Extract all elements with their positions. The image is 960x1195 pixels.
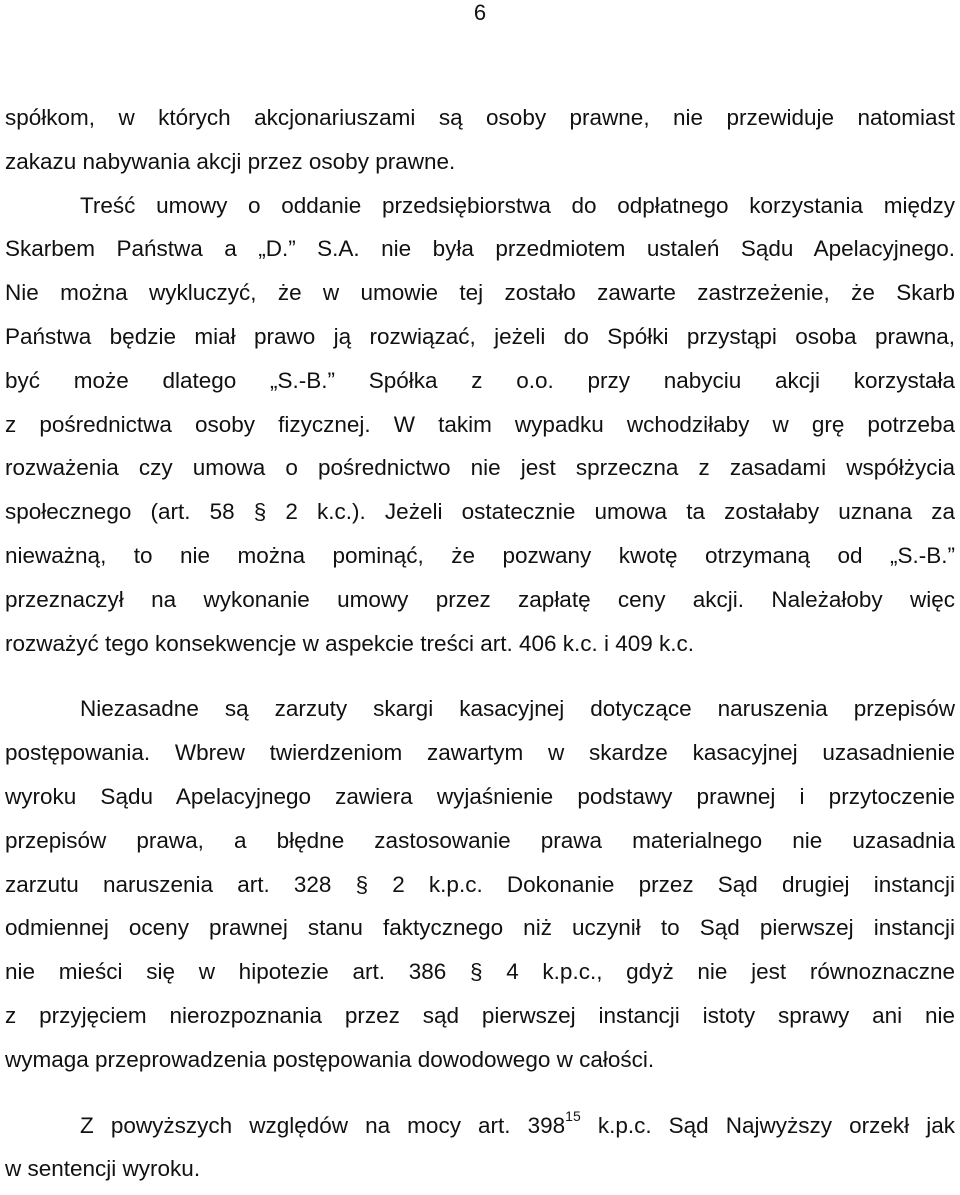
paragraph-gap <box>5 1082 955 1104</box>
text-line: z przyjęciem nierozpoznania przez sąd pierwszej instancji istoty sprawy ani nie <box>5 1002 955 1028</box>
text-line: zarzutu naruszenia art. 328 § 2 k.p.c. Dokonanie przez Sąd drugiej instancji <box>5 871 955 897</box>
text-line: rozważenia czy umowa o pośrednictwo nie jest sprzeczna z zasadami współżycia <box>5 455 955 481</box>
text-line: Niezasadne są zarzuty skargi kasacyjnej dotyczące naruszenia przepisów <box>80 696 955 722</box>
text-line: Skarbem Państwa a „D.” S.A. nie była przedmiotem ustaleń Sądu Apelacyjnego. <box>5 236 955 262</box>
paragraph-1 <box>5 96 955 184</box>
text-line: społecznego (art. 58 § 2 k.c.). Jeżeli ostatecznie umowa ta zostałaby uznana za <box>5 499 955 525</box>
text-line: rozważyć tego konsekwencje w aspekcie treści art. 406 k.c. i 409 k.c. <box>5 630 695 656</box>
text-line: nie mieści się w hipotezie art. 386 § 4 k.p.c., gdyż nie jest równoznaczne <box>5 959 955 985</box>
text-line: przeznaczył na wykonanie umowy przez zapłatę ceny akcji. Należałoby więc <box>5 586 955 612</box>
text-line: spółkom, w których akcjonariuszami są osoby prawne, nie przewiduje natomiast <box>5 105 955 130</box>
text-line: w sentencji wyroku. <box>5 1156 201 1182</box>
text-line: wymaga przeprowadzenia postępowania dowodowego w całości. <box>5 1046 655 1072</box>
paragraph-4 <box>5 1104 955 1192</box>
paragraph-gap <box>5 665 955 687</box>
page-number: 6 <box>473 0 487 25</box>
text-line: być może dlatego „S.-B.” Spółka z o.o. przy nabyciu akcji korzystała <box>5 367 955 393</box>
text-line: zakazu nabywania akcji przez osoby prawne. <box>5 148 456 174</box>
text-line: wyroku Sądu Apelacyjnego zawiera wyjaśnienie podstawy prawnej i przytoczenie <box>5 783 955 809</box>
paragraph-2 <box>5 184 955 666</box>
text-line: Treść umowy o oddanie przedsiębiorstwa do odpłatnego korzystania między <box>80 192 955 218</box>
article-superscript: 15 <box>565 1107 581 1124</box>
paragraph-3 <box>5 687 955 1081</box>
text-line: postępowania. Wbrew twierdzeniom zawartym w skardze kasacyjnej uzasadnienie <box>5 740 955 766</box>
text-line <box>5 1104 955 1148</box>
text-line: Nie można wykluczyć, że w umowie tej zostało zawarte zastrzeżenie, że Skarb <box>5 280 955 306</box>
text-line: odmiennej oceny prawnej stanu faktycznego niż uczynił to Sąd pierwszej instancji <box>5 915 955 941</box>
document-body <box>5 96 955 1191</box>
text-line: nieważną, to nie można pominąć, że pozwany kwotę otrzymaną od „S.-B.” <box>5 542 955 568</box>
sentence-text: k.p.c. Sąd Najwyższy orzekł jak <box>580 1112 955 1138</box>
text-line: przepisów prawa, a błędne zastosowanie prawa materialnego nie uzasadnia <box>5 827 955 853</box>
sentence-text: Z powyższych względów na mocy art. 398 <box>80 1112 566 1138</box>
text-line: z pośrednictwa osoby fizycznej. W takim wypadku wchodziłaby w grę potrzeba <box>5 411 955 437</box>
text-line: Państwa będzie miał prawo ją rozwiązać, jeżeli do Spółki przystąpi osoba prawna, <box>5 323 955 349</box>
